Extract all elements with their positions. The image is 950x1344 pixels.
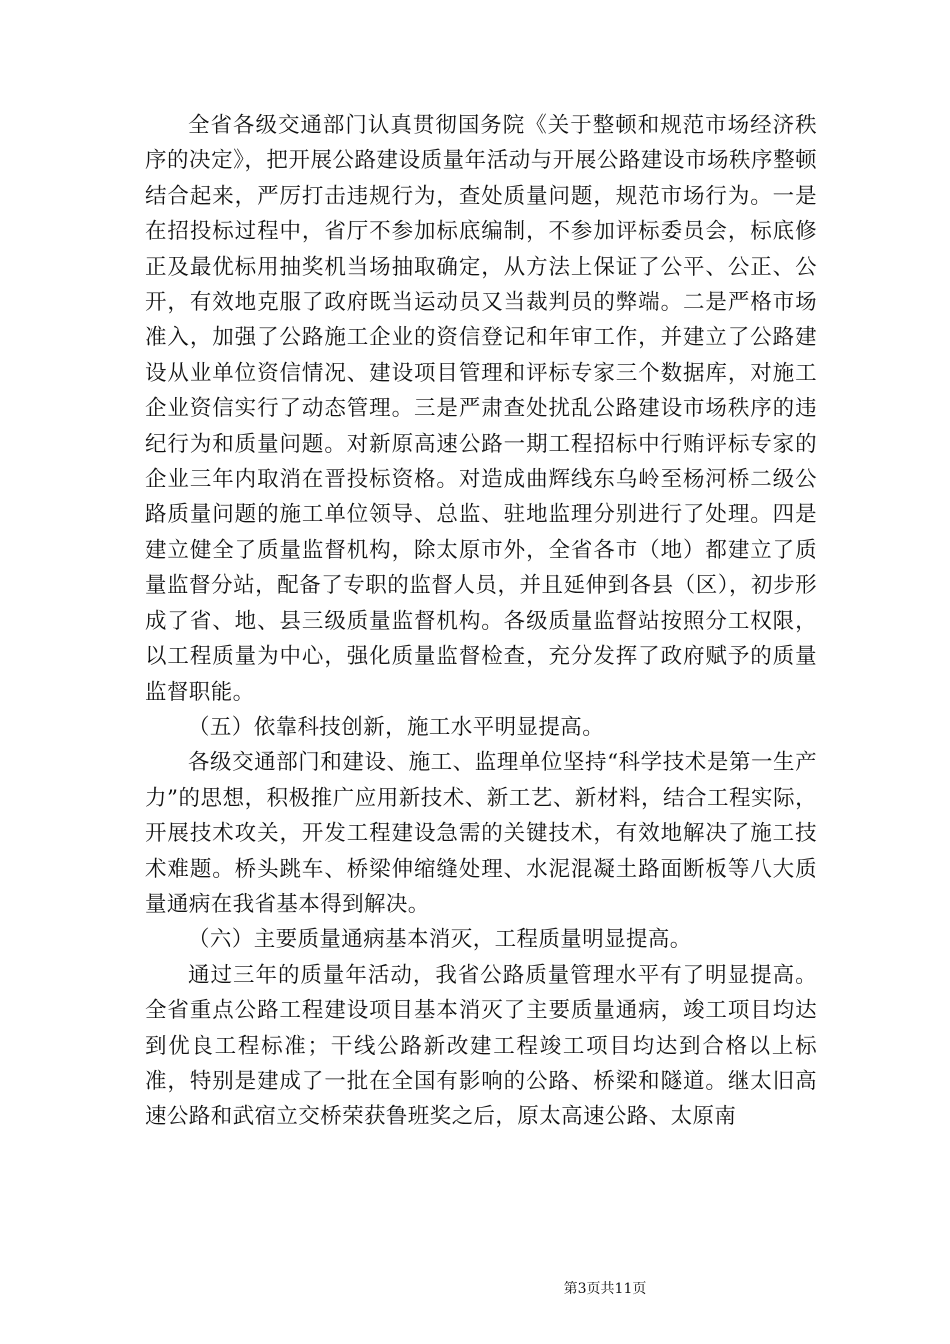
body-text [145,108,817,1135]
paragraph-tech-innovation: 各级交通部门和建设、施工、监理单位坚持“科学技术是第一生产力”的思想，积极推广应用新技术、新工艺、新材料，结合工程实际，开展技术攻关，开发工程建设急需的关键技术，有效地解决了施工技术难题。桥头跳车、桥梁伸缩缝处理、水泥混凝土路面断板等八大质量通病在我省基本得到解决。 [145,750,817,917]
section-heading-tech-innovation: （五）依靠科技创新，施工水平明显提高。 [188,714,605,740]
page-footer [0,1278,950,1298]
paragraph-market-order: 全省各级交通部门认真贯彻国务院《关于整顿和规范市场经济秩序的决定》，把开展公路建设质量年活动与开展公路建设市场秩序整顿结合起来，严厉打击违规行为，查处质量问题，规范市场行为。一是在招投标过程中，省厅不参加标底编制，不参加评标委员会，标底修正及最优标用抽奖机当场抽取确定，从方法上保证了公平、公正、公开，有效地克服了政府既当运动员又当裁判员的弊端。二是严格市场准入，加强了公路施工企业的资信登记和年审工作，并建立了公路建设从业单位资信情况、建设项目管理和评标专家三个数据库，对施工企业资信实行了动态管理。三是严肃查处扰乱公路建设市场秩序的违纪行为和质量问题。对新原高速公路一期工程招标中行贿评标专家的企业三年内取消在晋投标资格。对造成曲辉线东乌岭至杨河桥二级公路质量问题的施工单位领导、总监、驻地监理分别进行了处理。四是建立健全了质量监督机构，除太原市外，全省各市（地）都建立了质量监督分站，配备了专职的监督人员，并且延伸到各县（区），初步形成了省、地、县三级质量监督机构。各级质量监督站按照分工权限，以工程质量为中心，强化质量监督检查，充分发挥了政府赋予的质量监督职能。 [145,113,817,705]
page-number: 第3页共11页 [563,1281,647,1297]
paragraph-quality-improvement: 通过三年的质量年活动，我省公路质量管理水平有了明显提高。全省重点公路工程建设项目基本消灭了主要质量通病，竣工项目均达到优良工程标准；干线公路新改建工程竣工项目均达到合格以上标准，特别是建成了一批在全国有影响的公路、桥梁和隧道。继太旧高速公路和武宿立交桥荣获鲁班奖之后，原太高速公路、太原南 [145,962,817,1130]
section-heading-quality-defects: （六）主要质量通病基本消灭，工程质量明显提高。 [188,927,692,953]
